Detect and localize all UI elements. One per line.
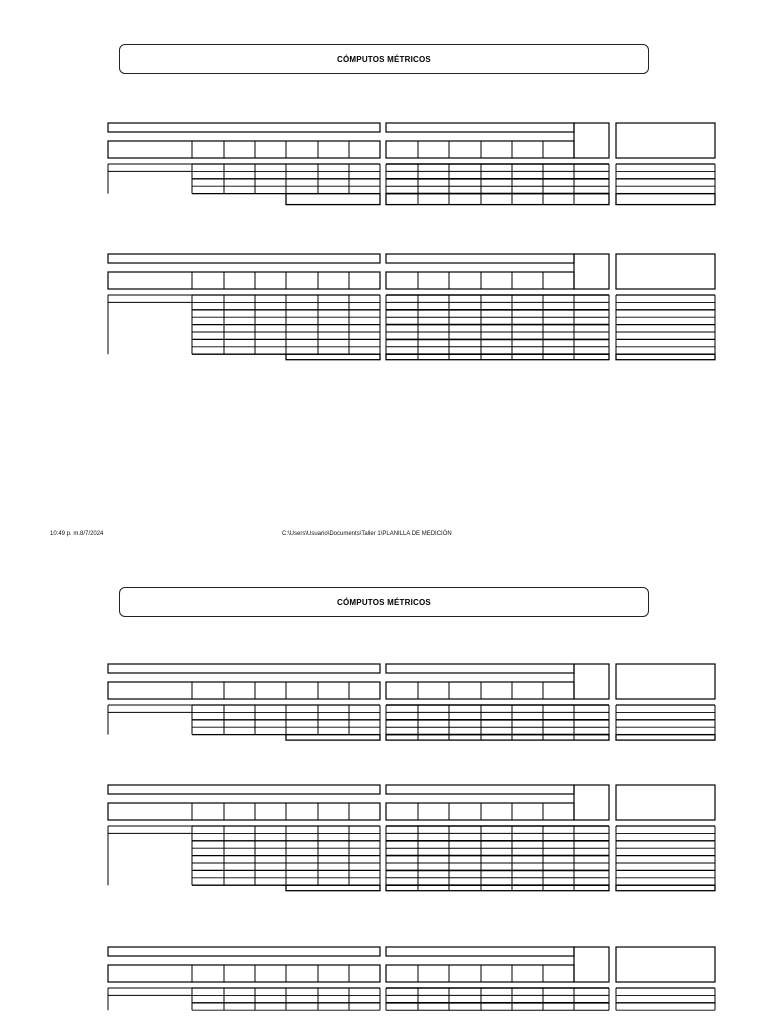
footer-timestamp: 10:49 p. m.8/7/2024	[50, 531, 104, 537]
subheader-row	[386, 965, 574, 982]
total-cell	[286, 735, 380, 741]
table-header-band	[386, 785, 574, 794]
total-cell	[616, 194, 715, 205]
header-side-cell	[574, 785, 609, 820]
total-cell	[386, 885, 609, 891]
table-header-band	[108, 254, 380, 263]
page-title-2: CÓMPUTOS MÉTRICOS	[119, 587, 649, 617]
total-cell	[616, 735, 715, 741]
table-header-band	[108, 664, 380, 673]
total-cell	[616, 885, 715, 891]
header-side-cell	[574, 947, 609, 982]
header-total-cell	[616, 123, 715, 158]
subheader-row	[386, 803, 574, 820]
header-total-cell	[616, 254, 715, 289]
total-cell	[286, 354, 380, 360]
total-cell	[286, 194, 380, 205]
table-header-band	[386, 123, 574, 132]
footer-file-path: C:\Users\Usuario\Documents\Taller 1\PLANILLA DE MEDICIÓN	[282, 531, 452, 537]
total-cell	[386, 194, 609, 205]
subheader-row	[108, 803, 380, 820]
header-side-cell	[574, 664, 609, 699]
total-cell	[386, 354, 609, 360]
page-title: CÓMPUTOS MÉTRICOS	[119, 44, 649, 74]
header-total-cell	[616, 664, 715, 699]
subheader-row	[386, 682, 574, 699]
table-header-band	[386, 947, 574, 956]
header-side-cell	[574, 123, 609, 158]
subheader-row	[108, 141, 380, 158]
subheader-row	[108, 272, 380, 289]
table-header-band	[108, 123, 380, 132]
table-header-band	[386, 254, 574, 263]
subheader-row	[108, 965, 380, 982]
subheader-row	[386, 141, 574, 158]
header-side-cell	[574, 254, 609, 289]
subheader-row	[386, 272, 574, 289]
header-total-cell	[616, 947, 715, 982]
table-header-band	[108, 785, 380, 794]
total-cell	[286, 885, 380, 891]
table-header-band	[108, 947, 380, 956]
total-cell	[386, 735, 609, 741]
total-cell	[616, 354, 715, 360]
subheader-row	[108, 682, 380, 699]
table-header-band	[386, 664, 574, 673]
header-total-cell	[616, 785, 715, 820]
